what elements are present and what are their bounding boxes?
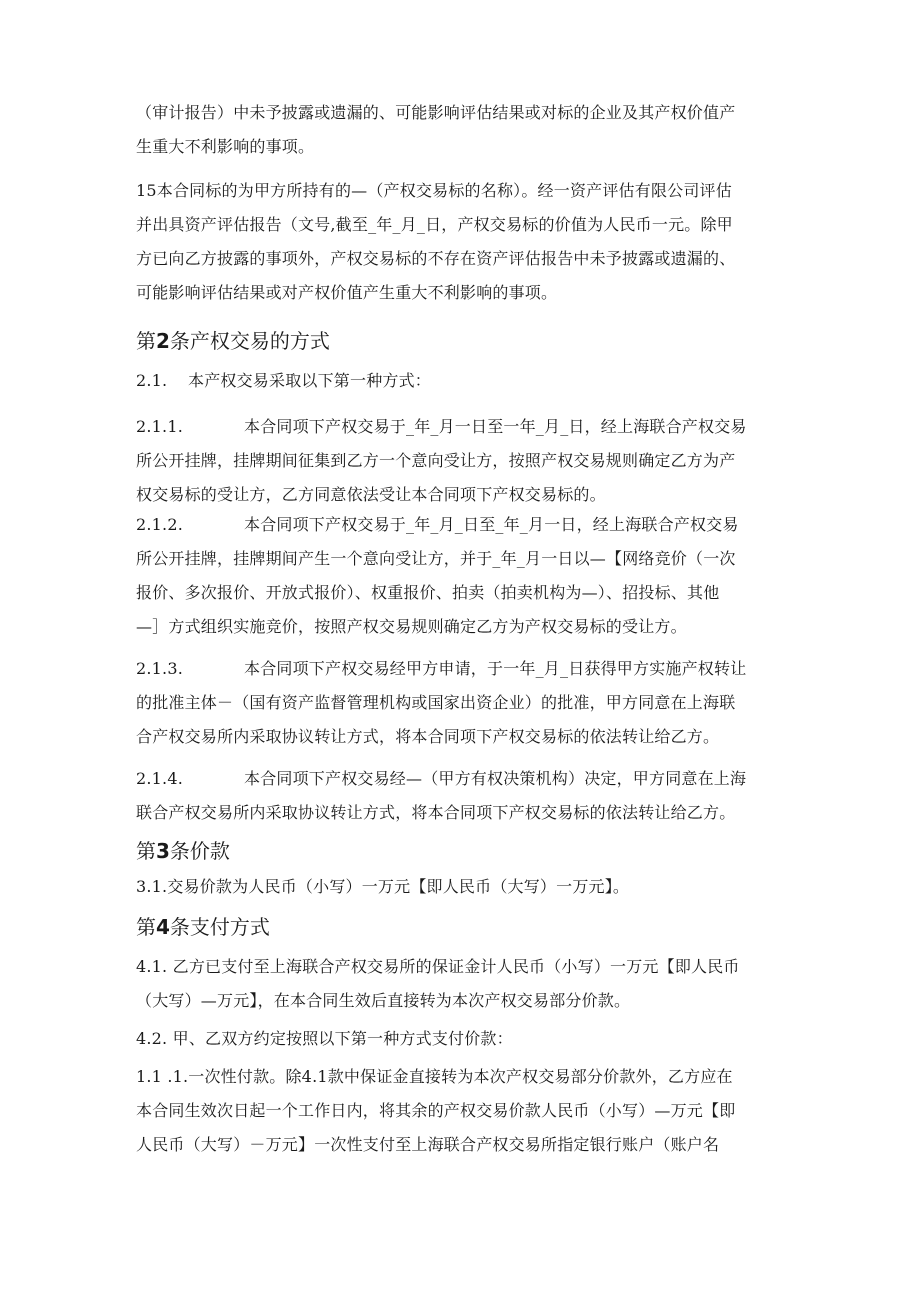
clause-text: 本合同项下产权交易经—（甲方有权决策机构）决定，甲方同意在上海: [244, 769, 747, 788]
clause-text: 本合同项下产权交易于_年_月_日至_年_月一日，经上海联合产权交易: [244, 515, 739, 534]
text-line: 生重大不利影响的事项。: [136, 137, 315, 156]
text-line: [136, 410, 776, 444]
heading-number: 3: [156, 839, 170, 863]
text-line: 4.1. 乙方已支付至上海联合产权交易所的保证金计人民币（小写）一万元【即人民币: [136, 957, 740, 976]
text-line: [136, 508, 776, 542]
heading-prefix: 第: [136, 329, 156, 353]
text-line: 报价、多次报价、开放式报价）、权重报价、拍卖（拍卖机构为—）、招投标、其他: [136, 583, 720, 602]
clause-2-1-2: [136, 508, 776, 644]
text-line: 3.1.交易价款为人民币（小写）一万元【即人民币（大写）一万元】。: [136, 877, 630, 896]
text-line: 1.1 .1.一次性付款。除4.1款中保证金直接转为本次产权交易部分价款外，乙方应在: [136, 1067, 733, 1086]
text-line: 联合产权交易所内采取协议转让方式，将本合同项下产权交易标的依法转让给乙方。: [136, 803, 736, 822]
clause-text: 本合同项下产权交易经甲方申请，于一年_月_日获得甲方实施产权转让: [244, 659, 747, 678]
text-line: 4.2. 甲、乙双方约定按照以下第一种方式支付价款：: [136, 1029, 513, 1048]
paragraph-audit-report: [136, 96, 776, 164]
clause-4-1: [136, 950, 776, 1018]
clause-number: 2.1.3.: [136, 659, 183, 678]
text-line: 方已向乙方披露的事项外，产权交易标的不存在资产评估报告中未予披露或遗漏的、: [136, 249, 736, 268]
paragraph-contract-subject: [136, 174, 776, 310]
text-line: 本合同生效次日起一个工作日内，将其余的产权交易价款人民币（小写）—万元【即: [136, 1101, 736, 1120]
heading-prefix: 第: [136, 839, 156, 863]
heading-number: 4: [156, 915, 170, 939]
clause-number: 2.1.1.: [136, 417, 183, 436]
article-4-heading: [136, 912, 270, 942]
text-line: 可能影响评估结果或对产权价值产生重大不利影响的事项。: [136, 283, 558, 302]
heading-title: 条价款: [169, 839, 230, 863]
text-line: （大写）—万元】，在本合同生效后直接转为本次产权交易部分价款。: [136, 991, 631, 1010]
text-line: 15本合同标的为甲方所持有的—（产权交易标的名称）。经一资产评估有限公司评估: [136, 181, 732, 200]
clause-number: 2.1.2.: [136, 515, 183, 534]
article-3-heading: [136, 836, 230, 866]
clause-number: 2.1.: [136, 371, 168, 390]
text-line: 的批准主体－（国有资产监督管理机构或国家出资企业）的批准，甲方同意在上海联: [136, 693, 736, 712]
clause-3-1: [136, 870, 776, 904]
heading-title: 条支付方式: [169, 915, 270, 939]
text-line: —］方式组织实施竞价，按照产权交易规则确定乙方为产权交易标的受让方。: [136, 617, 687, 636]
clause-2-1-3: [136, 652, 776, 754]
heading-number: 2: [156, 329, 170, 353]
text-line: [136, 652, 776, 686]
text-line: [136, 762, 776, 796]
text-line: 所公开挂牌，挂牌期间征集到乙方一个意向受让方，按照产权交易规则确定乙方为产: [136, 451, 736, 470]
clause-2-1: [136, 364, 776, 398]
text-line: [136, 364, 776, 398]
text-line: 合产权交易所内采取协议转让方式，将本合同项下产权交易标的依法转让给乙方。: [136, 727, 720, 746]
clause-2-1-1: [136, 410, 776, 512]
clause-text: 本合同项下产权交易于_年_月一日至一年_月_日，经上海联合产权交易: [244, 417, 747, 436]
text-line: 权交易标的受让方，乙方同意依法受让本合同项下产权交易标的。: [136, 485, 606, 504]
clause-number: 2.1.4.: [136, 769, 183, 788]
heading-title: 条产权交易的方式: [169, 329, 330, 353]
text-line: 人民币（大写）－万元】一次性支付至上海联合产权交易所指定银行账户（账户名: [136, 1135, 720, 1154]
clause-2-1-4: [136, 762, 776, 830]
text-line: 所公开挂牌，挂牌期间产生一个意向受让方，并于_年_月一日以—【网络竞价（一次: [136, 549, 736, 568]
clause-4-2: [136, 1022, 776, 1056]
text-line: （审计报告）中未予披露或遗漏的、可能影响评估结果或对标的企业及其产权价值产: [136, 103, 736, 122]
heading-prefix: 第: [136, 915, 156, 939]
clause-text: 本产权交易采取以下第一种方式：: [188, 371, 432, 390]
clause-one-time-payment: [136, 1060, 776, 1162]
text-line: 并出具资产评估报告（文号,截至_年_月_日，产权交易标的价值为人民币一元。除甲: [136, 215, 733, 234]
article-2-heading: [136, 326, 330, 356]
